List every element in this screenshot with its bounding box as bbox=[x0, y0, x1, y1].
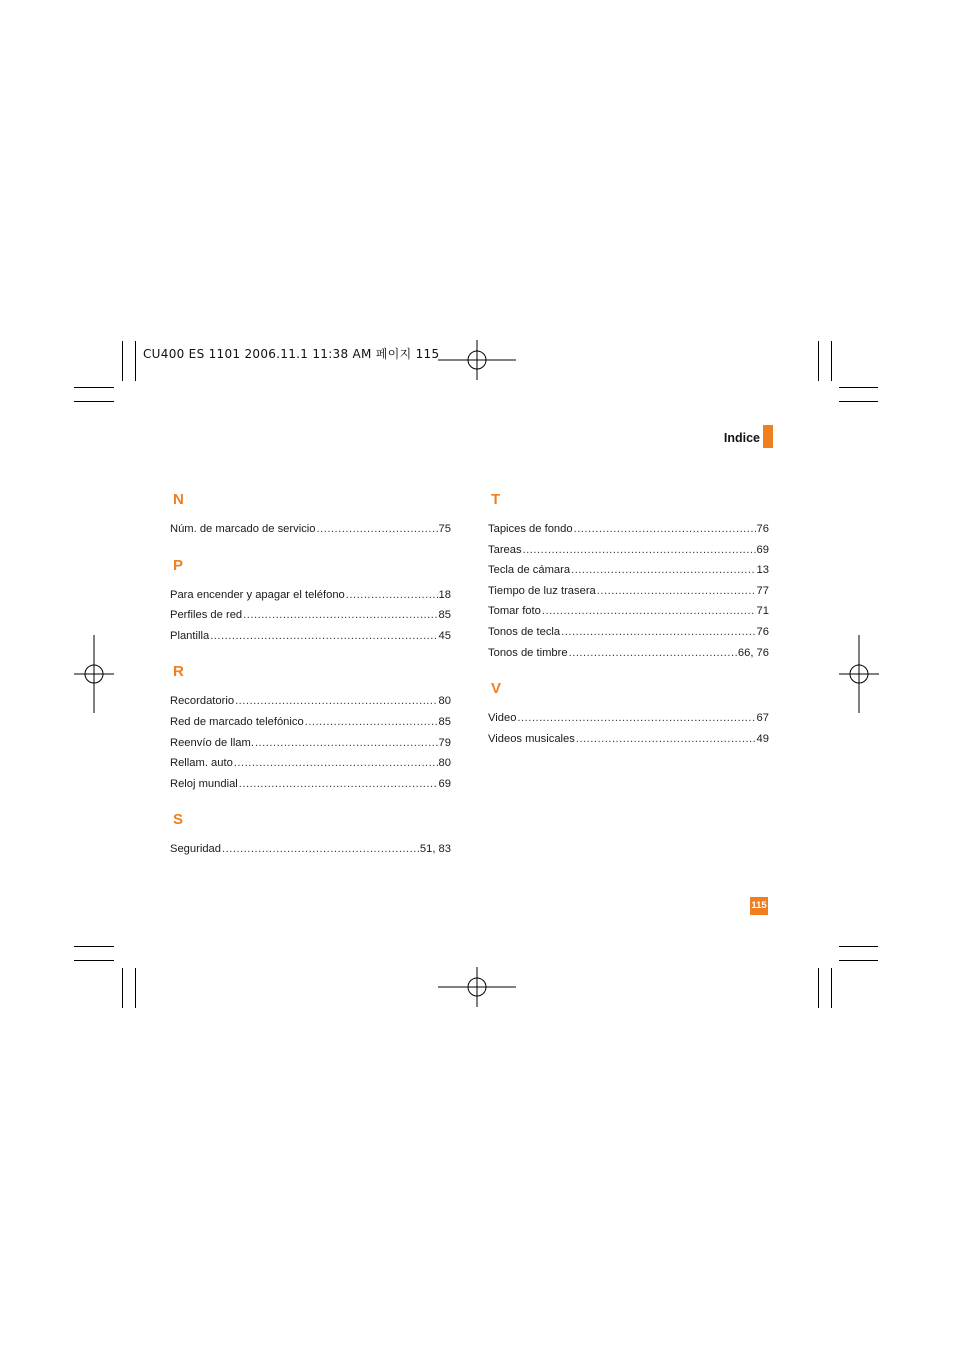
entry-pages: 13 bbox=[756, 564, 769, 577]
dot-leader bbox=[574, 519, 756, 540]
entry-term: Videos musicales bbox=[488, 732, 575, 745]
entry-term: Rellam. auto bbox=[170, 757, 233, 770]
index-letter: N bbox=[173, 491, 184, 508]
dot-leader bbox=[255, 733, 438, 754]
index-entry bbox=[488, 643, 769, 664]
crop-mark-icon bbox=[839, 387, 878, 388]
entry-term: Tonos de timbre bbox=[488, 646, 568, 659]
crop-mark-icon bbox=[122, 341, 123, 381]
dot-leader bbox=[239, 774, 438, 795]
entry-pages: 79 bbox=[438, 736, 451, 749]
index-entry bbox=[488, 601, 769, 622]
entry-term: Para encender y apagar el teléfono bbox=[170, 588, 345, 601]
entry-term: Reloj mundial bbox=[170, 777, 238, 790]
index-entry bbox=[170, 839, 451, 860]
page-number: 115 bbox=[750, 897, 768, 915]
crop-mark-icon bbox=[74, 387, 114, 388]
index-entry bbox=[488, 708, 769, 729]
entry-term: Seguridad bbox=[170, 843, 222, 856]
entry-pages: 51, 83 bbox=[419, 843, 451, 856]
entry-term: Red de marcado telefónico bbox=[170, 715, 304, 728]
entry-pages: 80 bbox=[438, 695, 451, 708]
index-letter: R bbox=[173, 663, 184, 681]
dot-leader bbox=[523, 540, 756, 561]
registration-mark-icon bbox=[438, 340, 516, 380]
index-entry bbox=[488, 622, 769, 643]
crop-mark-icon bbox=[818, 968, 819, 1008]
entry-pages: 49 bbox=[756, 732, 769, 745]
entry-pages: 76 bbox=[756, 625, 769, 638]
crop-mark-icon bbox=[839, 946, 878, 947]
entry-term: Video bbox=[488, 712, 517, 725]
entry-term: Núm. de marcado de servicio bbox=[170, 523, 316, 535]
dot-leader bbox=[517, 708, 755, 729]
entry-pages: 85 bbox=[438, 715, 451, 728]
index-letter: T bbox=[491, 491, 501, 508]
index-group bbox=[170, 662, 451, 794]
index-group bbox=[488, 490, 769, 663]
dot-leader bbox=[234, 753, 438, 774]
section-tab bbox=[763, 425, 773, 448]
crop-mark-icon bbox=[839, 960, 878, 961]
entry-pages: 76 bbox=[756, 523, 769, 535]
index-entry bbox=[170, 585, 451, 606]
index-letter: V bbox=[491, 680, 502, 698]
dot-leader bbox=[235, 691, 437, 712]
entry-pages: 75 bbox=[438, 523, 451, 535]
crop-mark-icon bbox=[74, 960, 114, 961]
crop-mark-icon bbox=[831, 968, 832, 1008]
entry-term: Tecla de cámara bbox=[488, 564, 571, 577]
dot-leader bbox=[305, 712, 438, 733]
entry-term: Reenvío de llam. bbox=[170, 736, 254, 749]
index-entry bbox=[488, 581, 769, 602]
index-entry bbox=[170, 774, 451, 795]
index-entry bbox=[170, 605, 451, 626]
entry-pages: 45 bbox=[438, 629, 451, 642]
entry-term: Tonos de tecla bbox=[488, 625, 561, 638]
index-group bbox=[170, 556, 451, 647]
entry-term: Tomar foto bbox=[488, 605, 541, 618]
entry-pages: 66, 76 bbox=[737, 646, 769, 659]
index-entry bbox=[488, 519, 769, 540]
index-group bbox=[170, 490, 451, 540]
entry-pages: 77 bbox=[756, 584, 769, 597]
entry-term: Plantilla bbox=[170, 629, 210, 642]
dot-leader bbox=[561, 622, 755, 643]
crop-mark-icon bbox=[122, 968, 123, 1008]
crop-mark-icon bbox=[135, 341, 136, 381]
entry-term: Recordatorio bbox=[170, 695, 235, 708]
index-column-right bbox=[488, 490, 769, 765]
dot-leader bbox=[597, 581, 756, 602]
crop-mark-icon bbox=[839, 401, 878, 402]
entry-pages: 85 bbox=[438, 609, 451, 622]
dot-leader bbox=[243, 605, 437, 626]
index-entry bbox=[170, 519, 451, 540]
index-column-left bbox=[170, 490, 451, 876]
crop-mark-icon bbox=[135, 968, 136, 1008]
entry-pages: 69 bbox=[438, 777, 451, 790]
dot-leader bbox=[346, 585, 438, 606]
dot-leader bbox=[576, 729, 756, 750]
entry-term: Perfiles de red bbox=[170, 609, 243, 622]
crop-mark-icon bbox=[818, 341, 819, 381]
entry-pages: 18 bbox=[438, 588, 451, 601]
entry-term: Tareas bbox=[488, 543, 522, 556]
registration-mark-icon bbox=[74, 635, 114, 713]
index-entry bbox=[170, 753, 451, 774]
section-title: Indice bbox=[723, 431, 760, 445]
entry-pages: 67 bbox=[756, 712, 769, 725]
crop-mark-icon bbox=[831, 341, 832, 381]
index-letter: S bbox=[173, 811, 184, 829]
dot-leader bbox=[222, 839, 419, 860]
index-entry bbox=[488, 729, 769, 750]
dot-leader bbox=[210, 626, 437, 647]
index-entry bbox=[170, 691, 451, 712]
index-group bbox=[170, 810, 451, 860]
crop-mark-icon bbox=[74, 401, 114, 402]
entry-pages: 80 bbox=[438, 757, 451, 770]
entry-term: Tapices de fondo bbox=[488, 523, 573, 535]
index-entry bbox=[170, 712, 451, 733]
dot-leader bbox=[317, 519, 438, 540]
entry-pages: 69 bbox=[756, 543, 769, 556]
index-group bbox=[488, 679, 769, 749]
index-entry bbox=[170, 733, 451, 754]
dot-leader bbox=[542, 601, 756, 622]
entry-term: Tiempo de luz trasera bbox=[488, 584, 596, 597]
dot-leader bbox=[571, 560, 755, 581]
index-entry bbox=[488, 540, 769, 561]
crop-mark-icon bbox=[74, 946, 114, 947]
index-entry bbox=[488, 560, 769, 581]
index-letter: P bbox=[173, 556, 184, 574]
registration-mark-icon bbox=[438, 967, 516, 1007]
index-entry bbox=[170, 626, 451, 647]
entry-pages: 71 bbox=[756, 605, 769, 618]
dot-leader bbox=[569, 643, 737, 664]
registration-mark-icon bbox=[839, 635, 879, 713]
printer-slug: CU400 ES 1101 2006.11.1 11:38 AM 페이지 115 bbox=[143, 347, 440, 361]
